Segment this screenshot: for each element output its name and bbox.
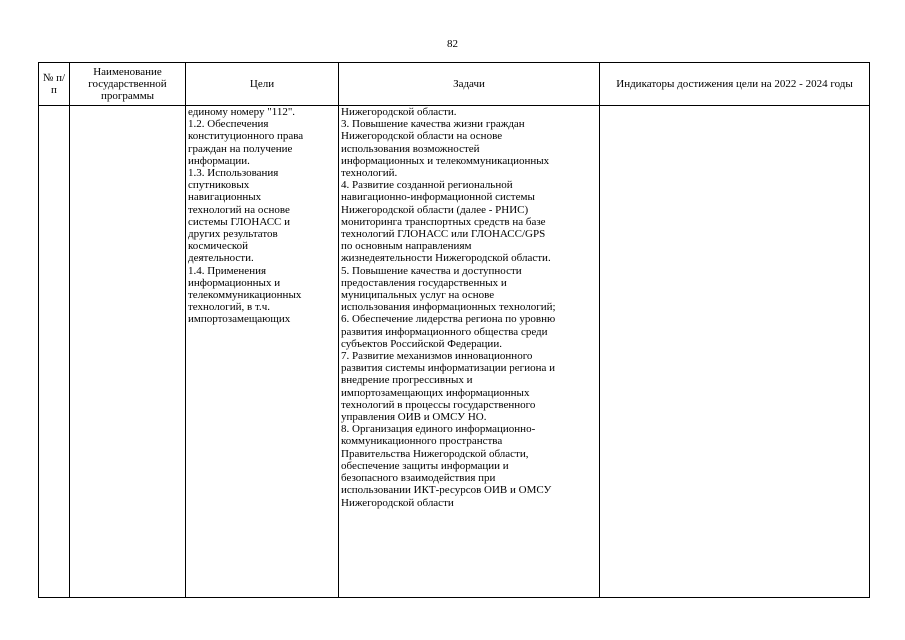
goals-line: импортозамещающих <box>188 313 291 326</box>
header-goals: Цели <box>186 63 339 106</box>
program-table <box>38 62 870 598</box>
goals-text <box>188 106 336 326</box>
goals-line: спутниковых <box>188 179 250 192</box>
goals-line: 1.4. Применения <box>188 264 267 277</box>
cell-goals <box>186 106 339 598</box>
tasks-line: 3. Повышение качества жизни граждан <box>341 118 525 131</box>
tasks-line: 8. Организация единого информационно- <box>341 423 536 436</box>
header-indicators: Индикаторы достижения цели на 2022 - 2024 годы <box>600 63 870 106</box>
tasks-line: обеспечение защиты информации и <box>341 459 509 472</box>
tasks-line: Нижегородской области на основе <box>341 130 503 143</box>
goals-line: 1.3. Использования <box>188 167 279 180</box>
goals-line: других результатов <box>188 228 278 241</box>
goals-line: космической <box>188 240 249 253</box>
tasks-line: развития системы информатизации региона и <box>341 362 555 375</box>
tasks-line: безопасного взаимодействия при <box>341 472 496 485</box>
goals-line: единому номеру "112". <box>188 106 296 118</box>
page-number: 82 <box>447 38 458 50</box>
header-number: № п/п <box>39 63 70 106</box>
tasks-line: субъектов Российской Федерации. <box>341 337 502 350</box>
goals-line: технологий на основе <box>188 203 290 216</box>
cell-tasks <box>339 106 600 598</box>
tasks-line: муниципальных услуг на основе <box>341 289 495 302</box>
tasks-line: использовании ИКТ-ресурсов ОИВ и ОМСУ <box>341 484 552 497</box>
tasks-line: технологий ГЛОНАСС или ГЛОНАСС/GPS <box>341 228 546 241</box>
tasks-line: мониторинга транспортных средств на базе <box>341 215 546 228</box>
tasks-line: 4. Развитие созданной региональной <box>341 179 513 192</box>
tasks-line: использования информационных технологий; <box>341 301 556 314</box>
goals-line: конституционного права <box>188 130 304 143</box>
tasks-line: развития информационного общества среди <box>341 325 548 338</box>
goals-line: технологий, в т.ч. <box>188 301 271 314</box>
goals-line: навигационных <box>188 191 262 204</box>
tasks-line: 6. Обеспечение лидерства региона по уровню <box>341 313 556 326</box>
tasks-line: предоставления государственных и <box>341 276 507 289</box>
tasks-line: коммуникационного пространства <box>341 435 503 448</box>
header-tasks: Задачи <box>339 63 600 106</box>
goals-line: системы ГЛОНАСС и <box>188 215 291 228</box>
tasks-line: Правительства Нижегородской области, <box>341 447 529 460</box>
goals-line: граждан на получение <box>188 142 293 155</box>
table-row <box>39 106 870 598</box>
tasks-line: технологий. <box>341 167 398 180</box>
tasks-line: управления ОИВ и ОМСУ НО. <box>341 411 487 424</box>
goals-line: 1.2. Обеспечения <box>188 118 269 131</box>
cell-program-name <box>70 106 186 598</box>
tasks-line: информационных и телекоммуникационных <box>341 154 550 167</box>
table-header-row <box>39 63 870 106</box>
goals-line: деятельности. <box>188 252 254 265</box>
tasks-line: 7. Развитие механизмов инновационного <box>341 350 533 363</box>
tasks-line: жизнедеятельности Нижегородской области. <box>341 252 551 265</box>
goals-line: телекоммуникационных <box>188 289 302 302</box>
tasks-line: использования возможностей <box>341 142 480 155</box>
goals-line: информационных и <box>188 276 281 289</box>
goals-line: информации. <box>188 154 250 167</box>
tasks-line: 5. Повышение качества и доступности <box>341 264 522 277</box>
tasks-line: Нижегородской области (далее - РНИС) <box>341 203 529 216</box>
header-program-name: Наименование государственной программы <box>70 63 186 106</box>
tasks-text <box>341 106 597 509</box>
tasks-line: Нижегородской области. <box>341 106 457 118</box>
cell-indicators <box>600 106 870 598</box>
tasks-line: импортозамещающих информационных <box>341 386 530 399</box>
tasks-line: навигационно-информационной системы <box>341 191 535 204</box>
tasks-line: по основным направлениям <box>341 240 472 253</box>
tasks-line: внедрение прогрессивных и <box>341 374 473 387</box>
cell-number <box>39 106 70 598</box>
tasks-line: технологий в процессы государственного <box>341 398 536 411</box>
tasks-line: Нижегородской области <box>341 496 454 509</box>
